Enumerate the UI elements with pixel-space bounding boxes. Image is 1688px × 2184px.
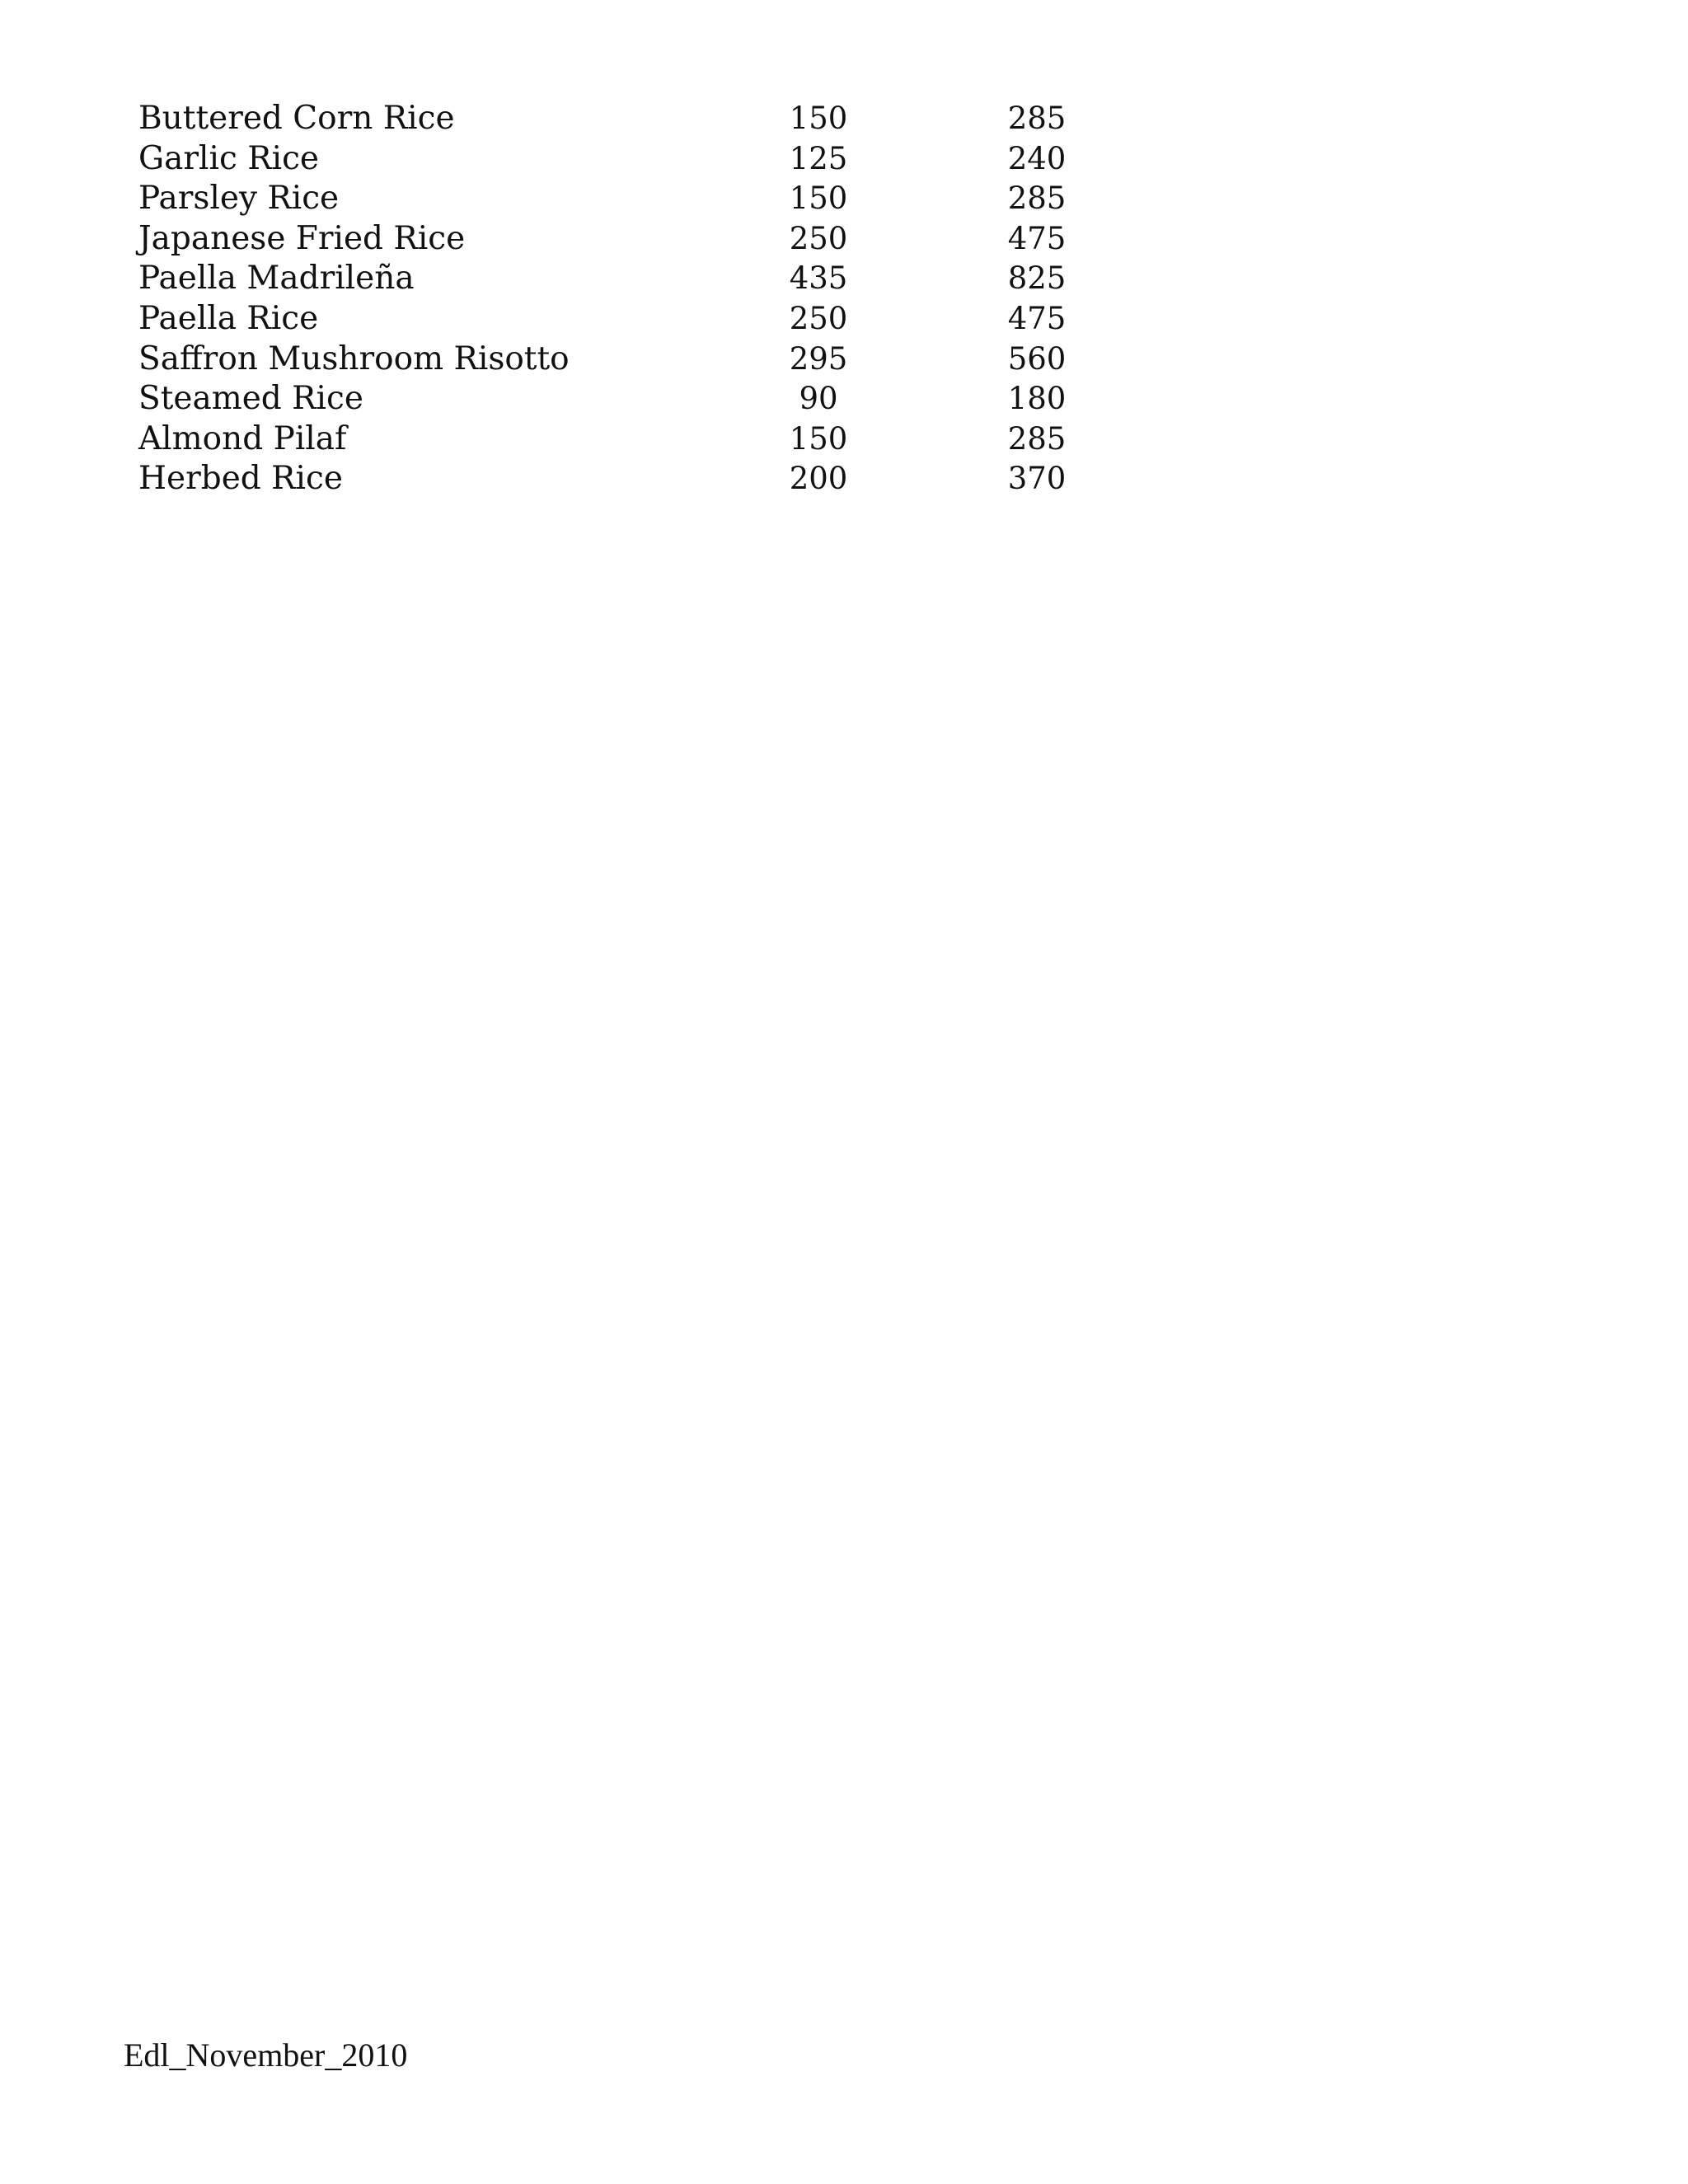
rice-menu-table [138,99,1103,499]
item-price-1: 150 [789,180,848,217]
menu-table-body [138,99,1103,499]
table-row [138,179,1103,219]
item-price-1: 90 [799,381,838,417]
column-gap [905,299,971,340]
item-price-1: 435 [789,260,848,297]
column-gap [905,219,971,260]
table-row [138,99,1103,139]
column-gap [905,459,971,499]
table-row [138,259,1103,299]
table-row [138,340,1103,380]
item-price-2: 285 [1007,420,1067,457]
column-gap [905,139,971,180]
table-row [138,219,1103,260]
item-price-2: 285 [1007,180,1067,217]
item-name: Steamed Rice [138,380,363,418]
table-row [138,139,1103,180]
item-name: Buttered Corn Rice [138,100,455,137]
item-name: Garlic Rice [138,139,319,177]
item-name: Parsley Rice [138,180,340,218]
table-row [138,419,1103,460]
item-price-1: 250 [789,220,848,256]
item-price-2: 475 [1007,300,1067,336]
table-row [138,379,1103,419]
item-price-1: 295 [789,340,848,377]
column-gap [905,179,971,219]
item-price-1: 200 [789,461,848,497]
item-price-2: 370 [1007,461,1067,497]
item-price-1: 250 [789,300,848,336]
item-price-2: 475 [1007,220,1067,256]
column-gap [905,99,971,139]
page-footer: Edl_November_2010 [124,2036,408,2074]
item-price-1: 125 [789,140,848,176]
item-price-2: 825 [1007,260,1067,297]
item-price-2: 180 [1007,381,1067,417]
column-gap [905,340,971,380]
column-gap [905,259,971,299]
item-name: Paella Madrileña [138,260,415,298]
item-name: Almond Pilaf [138,419,347,457]
item-name: Paella Rice [138,299,319,337]
table-row [138,459,1103,499]
item-price-2: 560 [1007,340,1067,377]
column-gap [905,379,971,419]
item-name: Saffron Mushroom Risotto [138,340,570,377]
item-price-2: 285 [1007,101,1067,136]
item-name: Herbed Rice [138,460,343,498]
item-price-2: 240 [1007,140,1067,176]
item-price-1: 150 [789,101,848,136]
table-row [138,299,1103,340]
column-gap [905,419,971,460]
item-name: Japanese Fried Rice [138,219,466,257]
item-price-1: 150 [789,420,848,457]
